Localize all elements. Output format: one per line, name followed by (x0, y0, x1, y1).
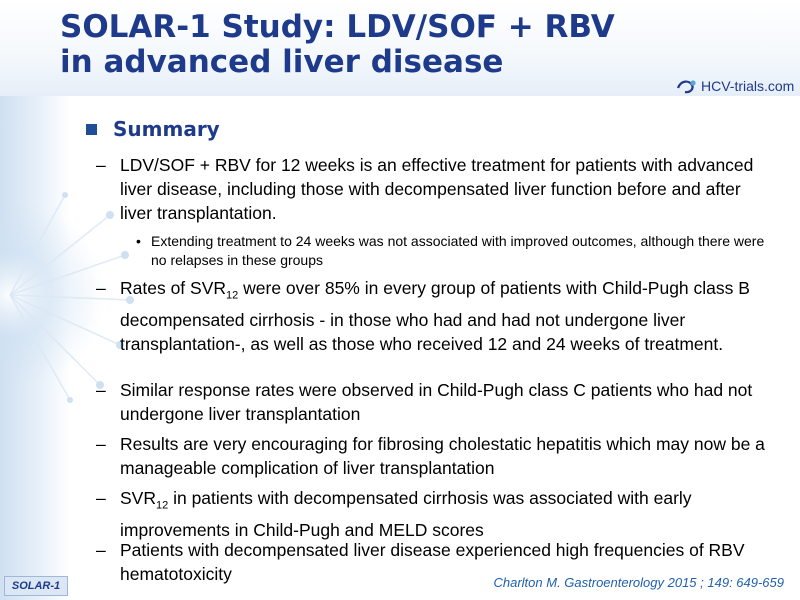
title-line-2: in advanced liver disease (60, 44, 504, 80)
bullet-text-post: were over 85% in every group of patients with Child-Pugh class B decompensated cirrhosis - in those who had and had not undergone liver transplantation-, as well as those who received 12 and 24 weeks of treatment. (120, 278, 750, 354)
page-title (60, 10, 615, 80)
citation: Charlton M. Gastroenterology 2015 ; 149: 649-659 (493, 575, 784, 590)
bullet-item (96, 153, 776, 225)
bullet-text (120, 276, 776, 356)
dash-icon: – (96, 434, 106, 454)
hcv-trials-logo (676, 74, 794, 98)
bullet-text-pre: SVR (120, 488, 156, 508)
sub-bullet-item (136, 232, 766, 270)
subscript: 12 (226, 289, 239, 302)
bullet-text: LDV/SOF + RBV for 12 weeks is an effective treatment for patients with advanced liver disease, including those with decompensated liver function before and after liver transplantation. (120, 155, 754, 223)
bullet-text (120, 486, 776, 542)
logo-text: HCV-trials.com (701, 78, 795, 94)
bullet-item (96, 276, 776, 356)
square-bullet-icon (86, 124, 97, 135)
dash-icon: – (96, 278, 106, 298)
title-line-1: SOLAR-1 Study: LDV/SOF + RBV (60, 9, 615, 45)
bullet-item (96, 432, 776, 480)
bullet-item (96, 486, 776, 542)
bullet-text-post: in patients with decompensated cirrhosis was associated with early improvements in Child-Pugh and MELD scores (120, 488, 692, 540)
dash-icon: – (96, 155, 106, 175)
dot-bullet-icon: • (136, 233, 141, 249)
study-tag: SOLAR-1 (4, 576, 68, 596)
bullet-text: Similar response rates were observed in Child-Pugh class C patients who had not undergone liver transplantation (120, 380, 753, 424)
bullet-text-pre: Rates of SVR (120, 278, 227, 298)
bullet-text: Patients with decompensated liver disease experienced high frequencies of RBV hematotoxicity (120, 540, 745, 584)
bullet-item (96, 378, 776, 426)
bullet-text: Results are very encouraging for fibrosing cholestatic hepatitis which may now be a manageable complication of liver transplantation (120, 434, 765, 478)
subscript: 12 (155, 499, 169, 512)
summary-heading (86, 117, 220, 141)
dash-icon: – (96, 488, 106, 508)
hcv-trials-logo-icon (676, 77, 698, 95)
summary-label: Summary (113, 117, 220, 141)
dash-icon: – (96, 540, 106, 560)
sub-bullet-text: Extending treatment to 24 weeks was not associated with improved outcomes, although there were no relapses in these groups (151, 233, 765, 268)
dash-icon: – (96, 380, 106, 400)
